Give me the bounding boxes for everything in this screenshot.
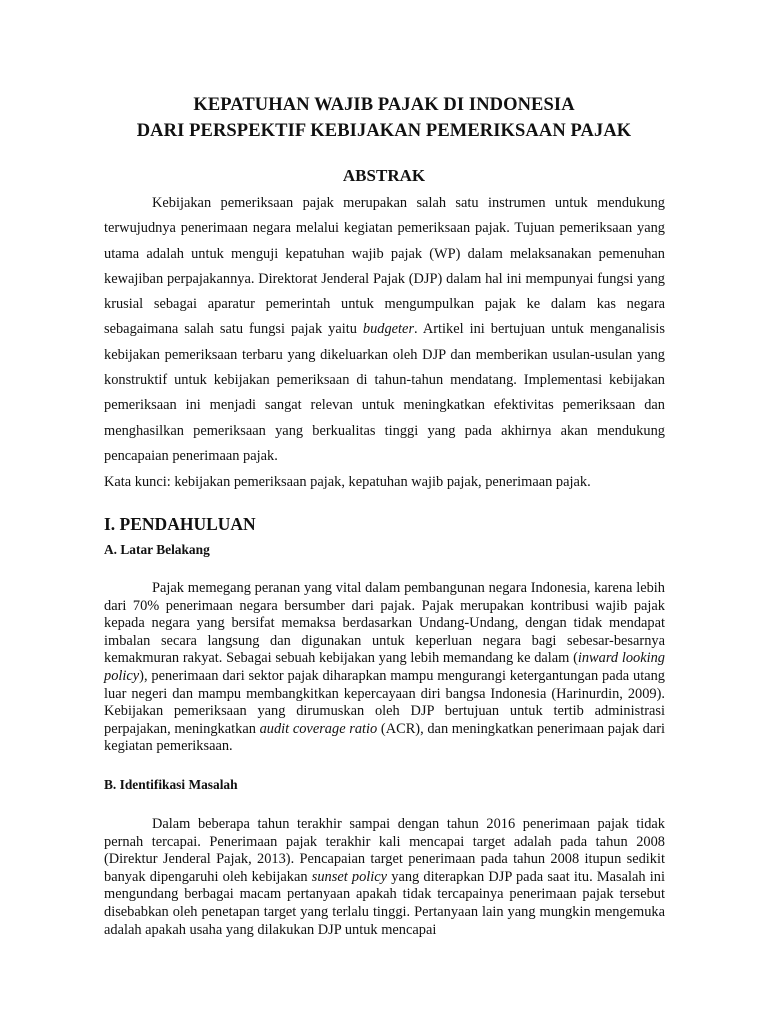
- subsection-heading-identifikasi-masalah: B. Identifikasi Masalah: [104, 777, 238, 792]
- latar-text-3: (ACR), dan meningkatkan penerimaan pajak dari kegiatan pemeriksaan.: [104, 720, 665, 755]
- masalah-text-2: yang diterapkan DJP pada saat itu. Masalah ini mengundang berbagai macam pertanyaan apakah tidak tercapainya penerimaan pajak tersebut disebabkan oleh penetapan target yang terlalu tinggi. Pertanyaan lain yang mungkin mengemuka adalah apakah usaha yang dilakukan DJP untuk mencapai: [104, 868, 665, 938]
- abstract-italic-term: budgeter: [362, 321, 415, 338]
- paragraph-latar-belakang: [104, 580, 665, 756]
- paper-title: [0, 92, 768, 144]
- abstract-text-part-1: Kebijakan pemeriksaan pajak merupakan salah satu instrumen untuk mendukung terwujudnya penerimaan negara melalui kegiatan pemeriksaan pajak. Tujuan pemeriksaan yang utama adalah untuk menguji kepatuhan wajib pajak (WP) dalam melaksanakan pemenuhan kewajiban perpajakannya. Direktorat Jenderal Pajak (DJP) dalam hal ini mempunyai fungsi yang krusial sebagai aparatur pemerintah untuk mengumpulkan pajak ke dalam kas negara sebagaimana salah satu fungsi pajak yaitu: [104, 195, 665, 338]
- latar-italic-1: inward looking policy: [104, 650, 665, 684]
- masalah-italic-1: sunset policy: [311, 868, 388, 885]
- keywords: Kata kunci: kebijakan pemeriksaan pajak, kepatuhan wajib pajak, penerimaan pajak.: [104, 474, 591, 490]
- section-heading-pendahuluan: I. PENDAHULUAN: [104, 514, 256, 534]
- abstract-body: [104, 191, 665, 469]
- latar-text-1: Pajak memegang peranan yang vital dalam pembangunan negara Indonesia, karena lebih dari 70% penerimaan negara bersumber dari pajak. Pajak merupakan kontribusi wajib pajak kepada negara yang bersifat memaksa berdasarkan Undang-Undang, dengan tidak mendapat imbalan secara langsung dan digunakan untuk keperluan negara bagi sebesar-besarnya kemakmuran rakyat. Sebagai sebuah kebijakan yang lebih memandang ke dalam (: [104, 580, 665, 667]
- subsection-heading-latar-belakang: A. Latar Belakang: [104, 542, 210, 557]
- paragraph-identifikasi-masalah: [104, 816, 665, 939]
- latar-text-2: ), penerimaan dari sektor pajak diharapkan mampu mengurangi ketergantungan pada utang luar negeri dan mampu membangkitkan kepercayaan diri bangsa Indonesia (Harinurdin, 2009). Kebijakan pemeriksaan yang dirumuskan oleh DJP bertujuan untuk tertib administrasi perpajakan, meningkatkan: [104, 667, 665, 737]
- title-line-1: KEPATUHAN WAJIB PAJAK DI INDONESIA: [193, 95, 575, 115]
- abstract-text-part-2: . Artikel ini bertujuan untuk menganalisis kebijakan pemeriksaan terbaru yang dikeluarkan oleh DJP dan memberikan usulan-usulan yang konstruktif untuk kebijakan pemeriksaan di tahun-tahun mendatang. Implementasi kebijakan pemeriksaan ini menjadi sangat relevan untuk meningkatkan efektivitas pemeriksaan dan menghasilkan pemeriksaan yang berkualitas tinggi yang pada akhirnya akan mendukung pencapaian penerimaan pajak.: [104, 321, 665, 464]
- abstract-heading: ABSTRAK: [342, 166, 426, 185]
- masalah-text-1: Dalam beberapa tahun terakhir sampai dengan tahun 2016 penerimaan pajak tidak pernah tercapai. Penerimaan pajak terakhir kali mencapai target adalah pada tahun 2008 (Direktur Jenderal Pajak, 2013). Pencapaian target penerimaan pada tahun 2008 itupun sedikit banyak dipengaruhi oleh kebijakan: [104, 816, 665, 885]
- latar-italic-2: audit coverage ratio: [259, 720, 378, 737]
- title-line-2: DARI PERSPEKTIF KEBIJAKAN PEMERIKSAAN PAJAK: [136, 121, 632, 141]
